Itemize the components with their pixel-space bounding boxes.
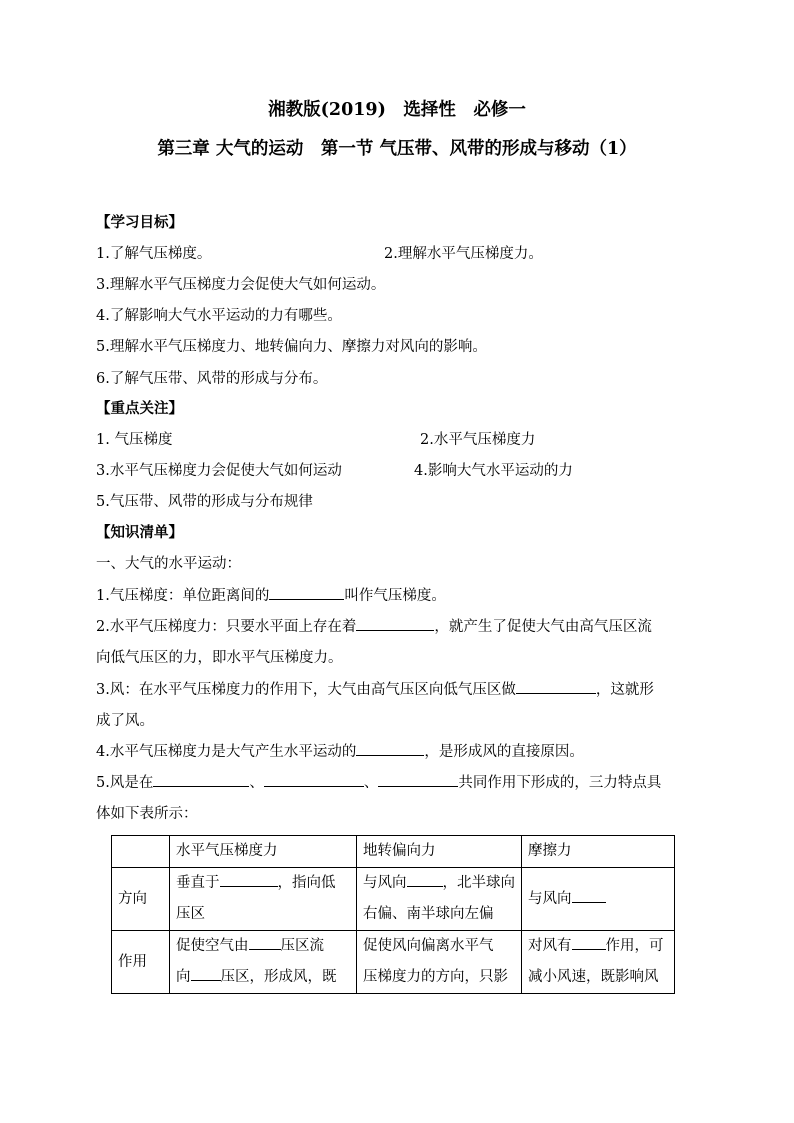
section-heading-focus: 【重点关注】 xyxy=(96,400,183,417)
question-5 xyxy=(96,772,661,794)
objective-item-1: 1.了解气压梯度。 xyxy=(96,246,212,262)
cell-text: 向 xyxy=(176,969,191,985)
table-cell xyxy=(522,931,675,994)
question-5-continued: 体如下表所示： xyxy=(96,806,198,822)
row-label: 作用 xyxy=(112,931,170,994)
focus-item-1: 1. 气压梯度 xyxy=(96,432,173,448)
question-1-text-a: 1.气压梯度：单位距离间的 xyxy=(96,588,270,604)
answer-blank[interactable] xyxy=(516,679,596,694)
forces-table xyxy=(111,835,675,994)
objective-item-3: 3.理解水平气压梯度力会促使大气如何运动。 xyxy=(96,277,386,293)
knowledge-part-title: 一、大气的水平运动： xyxy=(96,556,241,572)
table-cell xyxy=(170,931,357,994)
answer-blank[interactable] xyxy=(264,772,364,787)
cell-text: 促使空气由 xyxy=(176,938,249,954)
answer-blank[interactable] xyxy=(249,935,281,950)
cell-text: 促使风向偏离水平气 xyxy=(363,938,494,954)
table-header-cell: 摩擦力 xyxy=(522,836,675,868)
table-cell xyxy=(522,868,675,931)
question-2-text-a: 2.水平气压梯度力：只要水平面上存在着 xyxy=(96,619,357,635)
question-2-text-b: ，就产生了促使大气由高气压区流 xyxy=(434,619,652,635)
question-5-text-a: 5.风是在 xyxy=(96,775,154,791)
question-1 xyxy=(96,585,446,607)
answer-blank[interactable] xyxy=(572,888,606,903)
answer-blank[interactable] xyxy=(220,872,278,887)
section-heading-objectives: 【学习目标】 xyxy=(96,214,183,231)
cell-text: 压梯度力的方向，只影 xyxy=(363,969,508,985)
cell-text: 作用，可 xyxy=(605,938,664,954)
answer-blank[interactable] xyxy=(356,616,434,631)
cell-text: ，北半球向 xyxy=(442,875,515,891)
table-header-row xyxy=(112,836,675,868)
question-4-text-b: ，是形成风的直接原因。 xyxy=(424,744,584,760)
cell-text: 右偏、南半球向左偏 xyxy=(363,906,494,922)
question-5-sep-1: 、 xyxy=(249,775,264,791)
table-row xyxy=(112,931,675,994)
table-header-cell xyxy=(112,836,170,868)
objective-item-6: 6.了解气压带、风带的形成与分布。 xyxy=(96,371,328,387)
cell-text: 压区流 xyxy=(280,938,324,954)
answer-blank[interactable] xyxy=(572,935,606,950)
cell-text: 与风向 xyxy=(363,875,407,891)
cell-text: 减小风速，既影响风 xyxy=(528,969,659,985)
table-cell xyxy=(357,868,522,931)
table-header-cell: 地转偏向力 xyxy=(357,836,522,868)
cell-text: 与风向 xyxy=(528,890,572,907)
question-4 xyxy=(96,741,584,763)
table-cell xyxy=(357,931,522,994)
focus-item-2: 2.水平气压梯度力 xyxy=(420,432,536,448)
table-cell xyxy=(170,868,357,931)
answer-blank[interactable] xyxy=(378,772,458,787)
table-header-cell: 水平气压梯度力 xyxy=(170,836,357,868)
question-2-continued: 向低气压区的力，即水平气压梯度力。 xyxy=(96,650,343,666)
table-row xyxy=(112,868,675,931)
section-heading-knowledge: 【知识清单】 xyxy=(96,524,183,541)
question-3 xyxy=(96,679,654,701)
answer-blank[interactable] xyxy=(191,966,221,981)
cell-text: 垂直于 xyxy=(176,875,220,891)
answer-blank[interactable] xyxy=(269,585,344,600)
question-1-text-b: 叫作气压梯度。 xyxy=(344,588,446,604)
focus-item-5: 5.气压带、风带的形成与分布规律 xyxy=(96,494,313,510)
cell-text: 压区，形成风，既 xyxy=(220,969,337,985)
objective-item-5: 5.理解水平气压梯度力、地转偏向力、摩擦力对风向的影响。 xyxy=(96,339,487,355)
answer-blank[interactable] xyxy=(356,741,424,756)
doc-title-edition: 湘教版(2019) 选择性 必修一 xyxy=(268,100,526,120)
cell-text: 压区 xyxy=(176,906,205,922)
question-4-text-a: 4.水平气压梯度力是大气产生水平运动的 xyxy=(96,744,357,760)
focus-item-3: 3.水平气压梯度力会促使大气如何运动 xyxy=(96,463,342,479)
question-5-sep-2: 、 xyxy=(363,775,379,791)
question-3-text-a: 3.风：在水平气压梯度力的作用下，大气由高气压区向低气压区做 xyxy=(96,682,516,698)
cell-text: ，指向低 xyxy=(277,875,336,891)
row-label: 方向 xyxy=(112,868,170,931)
focus-item-4: 4.影响大气水平运动的力 xyxy=(414,463,573,479)
question-3-text-b: ，这就形 xyxy=(595,682,654,698)
answer-blank[interactable] xyxy=(153,772,249,787)
cell-text: 对风有 xyxy=(528,938,572,954)
question-3-continued: 成了风。 xyxy=(96,713,154,729)
objective-item-2: 2.理解水平气压梯度力。 xyxy=(384,246,543,262)
question-2 xyxy=(96,616,652,638)
doc-title-chapter: 第三章 大气的运动 第一节 气压带、风带的形成与移动（1） xyxy=(157,139,637,159)
answer-blank[interactable] xyxy=(407,872,443,887)
question-5-text-b: 共同作用下形成的，三力特点具 xyxy=(458,775,662,791)
objective-item-4: 4.了解影响大气水平运动的力有哪些。 xyxy=(96,308,342,324)
